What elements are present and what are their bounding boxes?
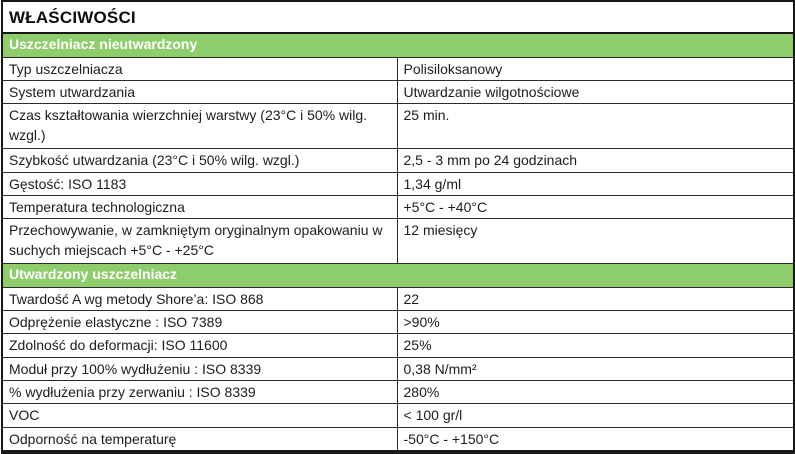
property-label: System utwardzania [2,81,397,104]
table-row [2,287,794,310]
table-row [2,310,794,333]
property-value: +5°C - +40°C [397,196,794,219]
section-header-label: Utwardzony uszczelniacz [2,264,794,287]
table-row [2,357,794,380]
property-label: Gęstość: ISO 1183 [2,172,397,195]
section-header-label: Uszczelniacz nieutwardzony [2,33,794,57]
property-label: Moduł przy 100% wydłużeniu : ISO 8339 [2,357,397,380]
property-label: Typ uszczelniacza [2,57,397,80]
table-row [2,404,794,427]
table-row [2,219,794,264]
property-value: -50°C - +150°C [397,427,794,452]
table-title: WŁAŚCIWOŚCI [2,1,794,33]
property-label: VOC [2,404,397,427]
property-value: 25 min. [397,104,794,149]
table-row [2,172,794,195]
table-row [2,57,794,80]
property-label: Odporność na temperaturę [2,427,397,452]
property-value: >90% [397,310,794,333]
table-row [2,196,794,219]
property-value: 280% [397,380,794,403]
table-row [2,427,794,452]
property-value: 2,5 - 3 mm po 24 godzinach [397,149,794,172]
section-header-uncured [2,33,794,57]
property-value: 25% [397,334,794,357]
property-label: Czas kształtowania wierzchniej warstwy (23°C i 50% wilg. wzgl.) [2,104,397,149]
table-title-row [2,1,794,33]
property-value: 22 [397,287,794,310]
table-row [2,334,794,357]
property-label: Przechowywanie, w zamkniętym oryginalnym opakowaniu w suchych miejscach +5°C - +25°C [2,219,397,264]
property-label: Temperatura technologiczna [2,196,397,219]
property-value: 0,38 N/mm² [397,357,794,380]
property-label: % wydłużenia przy zerwaniu : ISO 8339 [2,380,397,403]
property-label: Odprężenie elastyczne : ISO 7389 [2,310,397,333]
properties-table [1,0,795,454]
table-row [2,380,794,403]
property-label: Szybkość utwardzania (23°C i 50% wilg. wzgl.) [2,149,397,172]
property-value: Polisiloksanowy [397,57,794,80]
property-label: Twardość A wg metody Shore’a: ISO 868 [2,287,397,310]
table-row [2,104,794,149]
property-value: 1,34 g/ml [397,172,794,195]
table-row [2,81,794,104]
property-value: 12 miesięcy [397,219,794,264]
table-row [2,149,794,172]
section-header-cured [2,264,794,287]
property-value: < 100 gr/l [397,404,794,427]
property-label: Zdolność do deformacji: ISO 11600 [2,334,397,357]
property-value: Utwardzanie wilgotnościowe [397,81,794,104]
